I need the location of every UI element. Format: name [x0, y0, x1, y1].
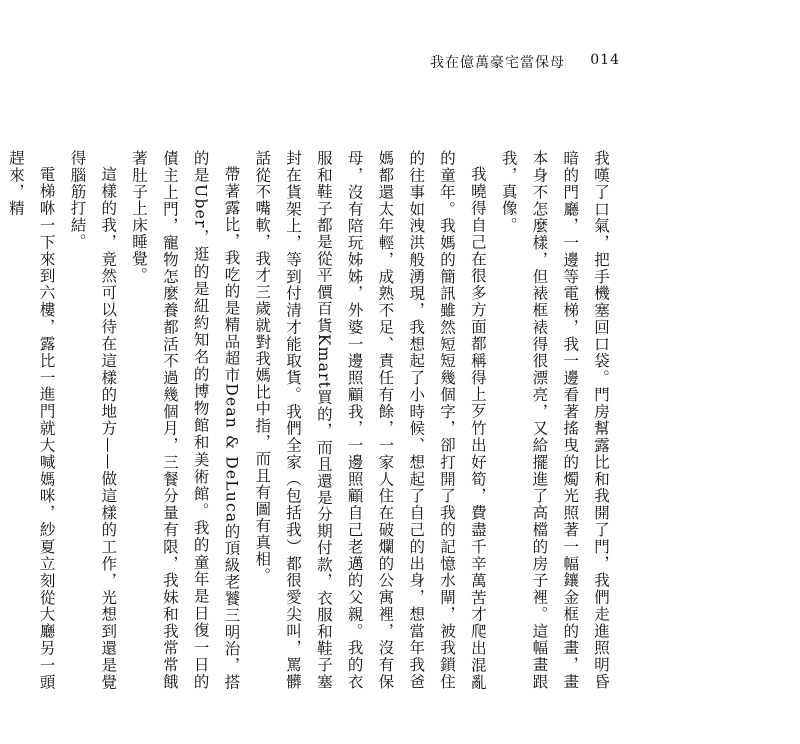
book-title: 我在億萬豪宅當保母: [430, 55, 565, 71]
paragraph: 我曉得自己在很多方面都稱得上歹竹出好筍，費盡千辛萬苦才爬出混亂的童年。我媽的簡訊雖然短短幾個字，卻打開了我的記憶水閘，被我鎖住的往事如洩洪般湧現，我想起了小時候、想起了自己的出身，想當年我爸媽都還太年輕，成熟不足、責任有餘，一家人住在破爛的公寓裡，沒有保母，沒有陪玩姊姊，外婆一邊照顧我，一邊照顧自己老邁的父親。我的衣服和鞋子都是從平價百貨Kmart買的，而且還是分期付款，衣服和鞋子塞封在貨架上，等到付清才能取貨。我們全家（包括我）都很愛尖叫，罵髒話從不嘴軟，我才三歲就對我媽比中指，而且有圖有真相。: [253, 150, 487, 690]
body-text: [6, 150, 616, 690]
paragraph: 帶著露比，我吃的是精品超市Dean & DeLuca的頂級老饕三明治，搭的是Uber，逛的是紐約知名的博物館和美術館。我的童年是日復一日的債主上門，寵物怎麼養都活不過幾個月，三餐分量有限，我妹和我常常餓著肚子上床睡覺。: [130, 150, 241, 690]
paragraph: 我嘆了口氣，把手機塞回口袋。門房幫露比和我開了門，我們走進照明昏暗的門廳，一邊等電梯，我一邊看著搖曳的燭光照著一幅鑲金框的畫，畫本身不怎麼樣，但裱框裱得很漂亮，又給擺進了高檔的房子裡。這幅畫跟我，真像。: [499, 150, 610, 690]
running-header: [430, 52, 620, 74]
paragraph: 這樣的我，竟然可以待在這樣的地方——做這樣的工作，光想到還是覺得腦筋打結。: [68, 150, 118, 690]
paragraph: 電梯咻一下來到六樓，露比一進門就大喊媽咪，紗夏立刻從大廳另一頭趕來，精: [6, 150, 56, 690]
page-number: 014: [590, 52, 620, 68]
